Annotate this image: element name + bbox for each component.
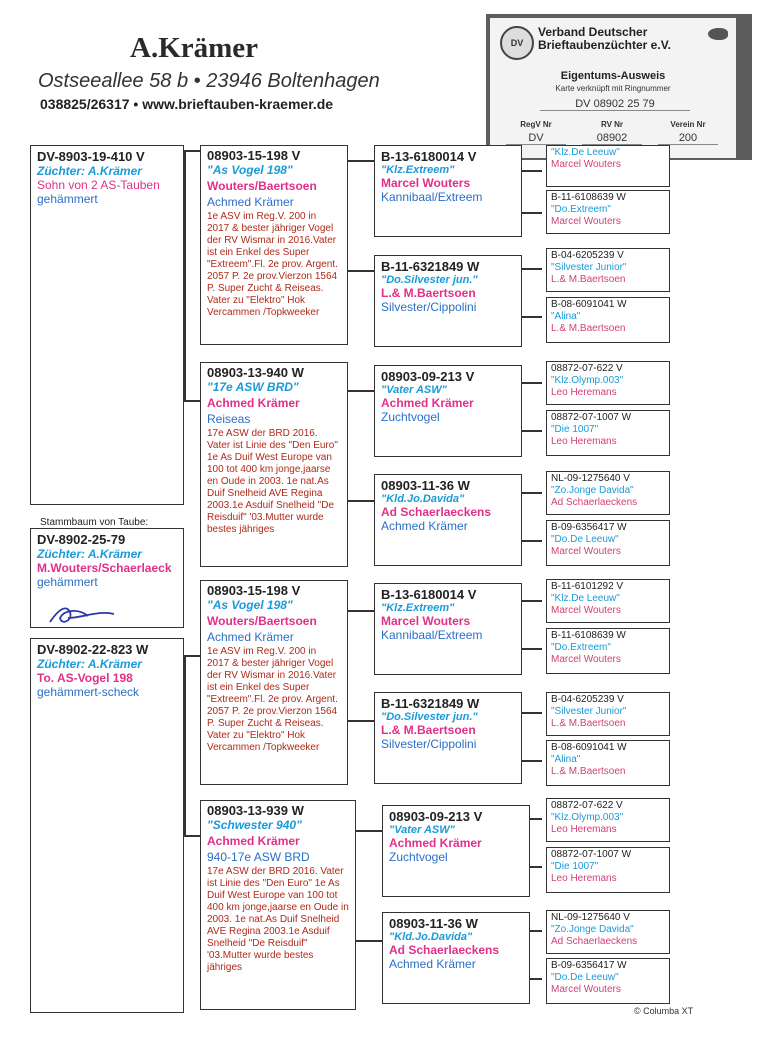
subject-ring: DV-8902-25-79 [37, 532, 126, 547]
card-org: Verband Deutscher Brieftaubenzüchter e.V. [538, 25, 671, 52]
great-grandparent-box: 08903-11-36 W "Kld.Jo.Davida" Ad Schaerlaeckens Achmed Krämer [382, 912, 530, 1004]
ancestor-box: 08872-07-1007 W "Die 1007" Leo Heremans [546, 410, 670, 456]
sire-box [30, 145, 184, 505]
ancestor-box: B-04-6205239 V "Silvester Junior" L.& M.Baertsoen [546, 692, 670, 736]
card-val-rv: 08902 [582, 132, 642, 145]
sire-line: Sohn von 2 AS-Tauben [37, 178, 160, 192]
ancestor-box: NL-09-1275640 V "Zo.Jonge Davida" Ad Schaerlaeckens [546, 910, 670, 954]
grandparent-box: 08903-13-940 W "17e ASW BRD" Achmed Krämer Reiseas 17e ASW der BRD 2016. Vater ist Linie des "Den Euro" 1e As Duif West Europe van 100 tot 400 km jonge,jaarse en Oude in 2003. 1e nat.As Duif Snelheid AVE Regina 2003.1e Asduif Snelheid "De Reisduif" '03.Mutter wurde bestes jähriges [200, 362, 348, 567]
great-grandparent-box: 08903-11-36 W "Kld.Jo.Davida" Ad Schaerlaeckens Achmed Krämer [374, 474, 522, 566]
card-col-verein: Verein Nr [670, 120, 706, 129]
ancestor-box: B-08-6091041 W "Alina" L.& M.Baertsoen [546, 740, 670, 786]
card-ring-number: DV 08902 25 79 [540, 98, 690, 111]
card-val-regv: DV [506, 132, 566, 145]
ancestor-box: B-08-6091041 W "Alina" L.& M.Baertsoen [546, 297, 670, 343]
dam-box [30, 638, 184, 1013]
dv-logo-icon: DV [500, 26, 534, 60]
card-col-regv: RegV Nr [520, 120, 552, 129]
ancestor-box: 08872-07-622 V "Klz.Olymp.003" Leo Heremans [546, 798, 670, 842]
sire-breeder: Züchter: A.Krämer [37, 164, 142, 178]
ancestor-box: B-11-6108639 W "Do.Extreem" Marcel Wouters [546, 190, 670, 234]
great-grandparent-box: B-13-6180014 V "Klz.Extreem" Marcel Wouters Kannibaal/Extreem [374, 583, 522, 675]
ancestor-box: 08872-07-622 V "Klz.Olymp.003" Leo Heremans [546, 361, 670, 405]
card-title: Eigentums-Ausweis [560, 70, 666, 82]
ancestor-box: B-11-6101292 V "Klz.De Leeuw" Marcel Wouters [546, 579, 670, 623]
dam-breeder: Züchter: A.Krämer [37, 657, 142, 671]
breeder-contact: 038825/26317 • www.brieftauben-kraemer.de [40, 96, 334, 112]
grandparent-box: 08903-13-939 W "Schwester 940" Achmed Krämer 940-17e ASW BRD 17e ASW der BRD 2016. Vater ist Linie des "Den Euro" 1e As Duif West Europe van 100 tot 400 km jonge,jaarse en Oude in 2003. 1e nat.As Duif Snelheid AVE Regina 2003.1e Asduif Snelheid "De Reisduif" '03.Mutter wurde bestes jähriges [200, 800, 356, 1010]
sire-color: gehämmert [37, 192, 98, 206]
footer-credit: © Columba XT [634, 1006, 694, 1016]
subject-color: gehämmert [37, 575, 98, 589]
dam-line: To. AS-Vogel 198 [37, 671, 133, 685]
pedigree-label: Stammbaum von Taube: [40, 517, 149, 528]
dam-ring: DV-8902-22-823 W [37, 642, 149, 657]
ownership-card [486, 14, 752, 160]
ancestor-box: B-04-6205239 V "Silvester Junior" L.& M.Baertsoen [546, 248, 670, 292]
great-grandparent-box: 08903-09-213 V "Vater ASW" Achmed Krämer Zuchtvogel [374, 365, 522, 457]
great-grandparent-box: 08903-09-213 V "Vater ASW" Achmed Krämer Zuchtvogel [382, 805, 530, 897]
sire-ring: DV-8903-19-410 V [37, 149, 145, 164]
ancestor-box: B-09-6356417 W "Do.De Leeuw" Marcel Wouters [546, 520, 670, 566]
card-val-verein: 200 [658, 132, 718, 145]
great-grandparent-box: B-13-6180014 V "Klz.Extreem" Marcel Wouters Kannibaal/Extreem [374, 145, 522, 237]
ancestor-box: "Klz.De Leeuw" Marcel Wouters [546, 145, 670, 187]
ancestor-box: B-09-6356417 W "Do.De Leeuw" Marcel Wouters [546, 958, 670, 1004]
card-subtitle: Karte verknüpft mit Ringnummer [555, 84, 671, 93]
ancestor-box: B-11-6108639 W "Do.Extreem" Marcel Wouters [546, 628, 670, 674]
ancestor-box: 08872-07-1007 W "Die 1007" Leo Heremans [546, 847, 670, 893]
dam-color: gehämmert-scheck [37, 685, 140, 699]
breeder-address: Ostseeallee 58 b • 23946 Boltenhagen [38, 70, 380, 92]
ancestor-box: NL-09-1275640 V "Zo.Jonge Davida" Ad Schaerlaeckens [546, 471, 670, 515]
breeder-name: A.Krämer [130, 32, 259, 64]
great-grandparent-box: B-11-6321849 W "Do.Silvester jun." L.& M.Baertsoen Silvester/Cippolini [374, 255, 522, 347]
card-col-rv: RV Nr [600, 120, 624, 129]
subject-breeder: Züchter: A.Krämer [37, 547, 142, 561]
pigeon-icon [708, 28, 728, 40]
grandparent-box: 08903-15-198 V "As Vogel 198" Wouters/Baertsoen Achmed Krämer 1e ASV im Reg.V. 200 in 2017 & bester jähriger Vogel der RV Wismar in 2016.Vater ist ein Enkel des Super "Extreem".Fl. 2e prov. Argent. 2057 P. 2e prov.Vierzon 1564 P. Super Zucht & Reiseas. Vater zu "Elektro" Hok Vercammen /Topkweeker [200, 580, 348, 785]
great-grandparent-box: B-11-6321849 W "Do.Silvester jun." L.& M.Baertsoen Silvester/Cippolini [374, 692, 522, 784]
grandparent-box: 08903-15-198 V "As Vogel 198" Wouters/Baertsoen Achmed Krämer 1e ASV im Reg.V. 200 in 2017 & bester jähriger Vogel der RV Wismar in 2016.Vater ist ein Enkel des Super "Extreem".Fl. 2e prov. Argent. 2057 P. 2e prov.Vierzon 1564 P. Super Zucht & Reiseas. Vater zu "Elektro" Hok Vercammen /Topkweeker [200, 145, 348, 345]
subject-line: M.Wouters/Schaerlaeck [37, 561, 172, 575]
signature-icon [48, 600, 118, 630]
